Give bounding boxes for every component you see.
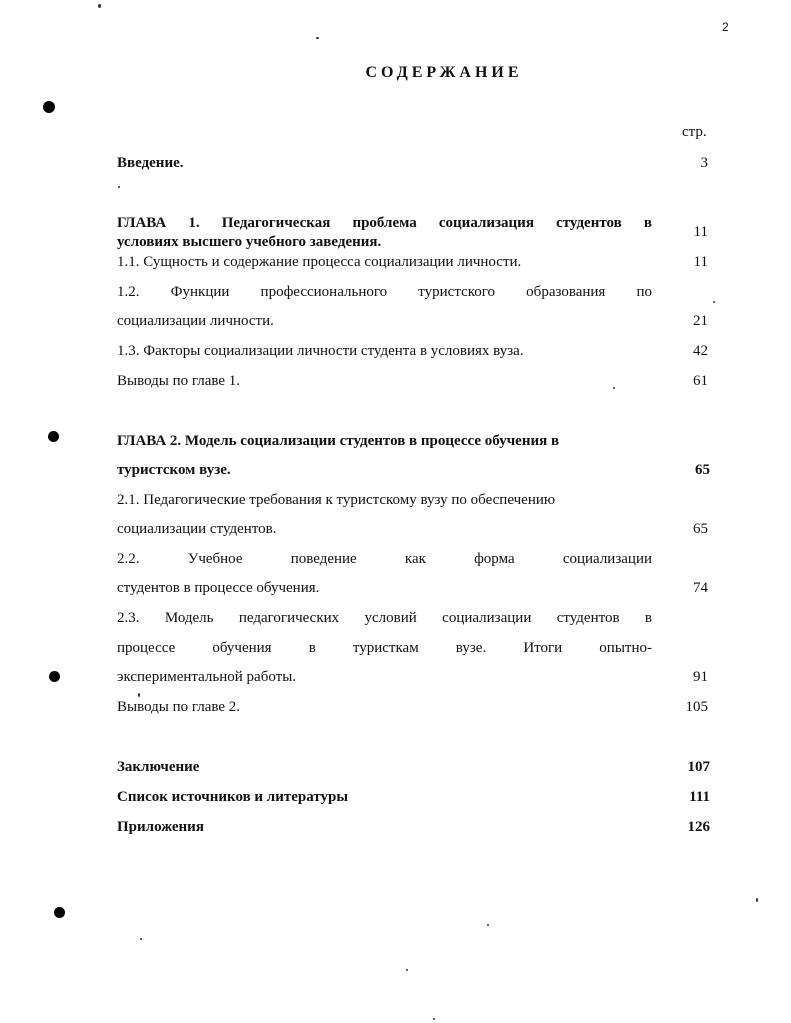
toc-entry-1-2-cont: социализации личности. bbox=[117, 313, 274, 329]
toc-entry-chapter2: ГЛАВА 2. Модель социализации студентов в процессе обучения в bbox=[117, 433, 560, 449]
scan-speck bbox=[140, 938, 142, 940]
page-column-header: стр. bbox=[682, 124, 707, 140]
punch-hole-mark bbox=[49, 671, 60, 682]
toc-page-intro: 3 bbox=[700, 155, 708, 171]
toc-entry-2-1: 2.1. Педагогические требования к туристскому вузу по обеспечению bbox=[117, 492, 556, 508]
toc-page-2-2: 74 bbox=[693, 580, 708, 596]
toc-entry-chapter2-cont: туристском вузе. bbox=[117, 462, 231, 478]
scan-speck bbox=[756, 898, 758, 902]
toc-page-conclusions-1: 61 bbox=[693, 373, 708, 389]
toc-page-1-3: 42 bbox=[693, 343, 708, 359]
page-number: 2 bbox=[722, 20, 729, 34]
toc-page-2-3: 91 bbox=[693, 669, 708, 685]
toc-entry-2-3-cont2: экспериментальной работы. bbox=[117, 669, 297, 685]
toc-entry-intro: Введение. bbox=[117, 155, 184, 171]
scan-speck bbox=[433, 1018, 435, 1020]
scan-speck bbox=[613, 387, 615, 389]
toc-entry-2-2-cont: студентов в процессе обучения. bbox=[117, 580, 320, 596]
scan-speck bbox=[713, 301, 715, 303]
toc-entry-chapter1-cont: условиях высшего учебного заведения. bbox=[117, 234, 382, 250]
toc-entry-conclusions-1: Выводы по главе 1. bbox=[117, 373, 241, 389]
toc-entry-2-1-cont: социализации студентов. bbox=[117, 521, 277, 537]
punch-hole-mark bbox=[54, 907, 65, 918]
punch-hole-mark bbox=[48, 431, 59, 442]
scan-speck bbox=[138, 693, 140, 697]
toc-entry-chapter1: ГЛАВА 1. Педагогическая проблема социализация студентов в bbox=[117, 215, 652, 231]
toc-page-conclusion: 107 bbox=[687, 759, 710, 775]
toc-page-chapter1: 11 bbox=[693, 224, 708, 240]
scan-speck bbox=[98, 4, 101, 8]
scan-speck bbox=[118, 186, 120, 188]
toc-entry-1-1: 1.1. Сущность и содержание процесса социализации личности. bbox=[117, 254, 522, 270]
toc-entry-2-3: 2.3. Модель педагогических условий социализации студентов в bbox=[117, 610, 652, 626]
toc-page-chapter2: 65 bbox=[695, 462, 710, 478]
toc-page-1-1: 11 bbox=[693, 254, 708, 270]
toc-entry-1-2: 1.2. Функции профессионального туристского образования по bbox=[117, 284, 652, 300]
toc-entry-2-2: 2.2. Учебное поведение как форма социализации bbox=[117, 551, 652, 567]
toc-entry-1-3: 1.3. Факторы социализации личности студента в условиях вуза. bbox=[117, 343, 524, 359]
toc-entry-conclusions-2: Выводы по главе 2. bbox=[117, 699, 241, 715]
toc-page-conclusions-2: 105 bbox=[685, 699, 708, 715]
toc-entry-conclusion: Заключение bbox=[117, 759, 200, 775]
scan-speck bbox=[487, 924, 489, 926]
toc-entry-appendices: Приложения bbox=[117, 819, 204, 835]
toc-entry-references: Список источников и литературы bbox=[117, 789, 349, 805]
page-title: СОДЕРЖАНИЕ bbox=[365, 64, 523, 81]
toc-page-appendices: 126 bbox=[687, 819, 710, 835]
toc-page-references: 111 bbox=[689, 789, 710, 805]
toc-page-1-2: 21 bbox=[693, 313, 708, 329]
toc-page-2-1: 65 bbox=[693, 521, 708, 537]
scan-speck bbox=[406, 969, 408, 971]
toc-entry-2-3-cont: процессе обучения в туристкам вузе. Итоги опытно- bbox=[117, 640, 652, 656]
scan-speck bbox=[316, 37, 319, 39]
punch-hole-mark bbox=[43, 101, 55, 113]
